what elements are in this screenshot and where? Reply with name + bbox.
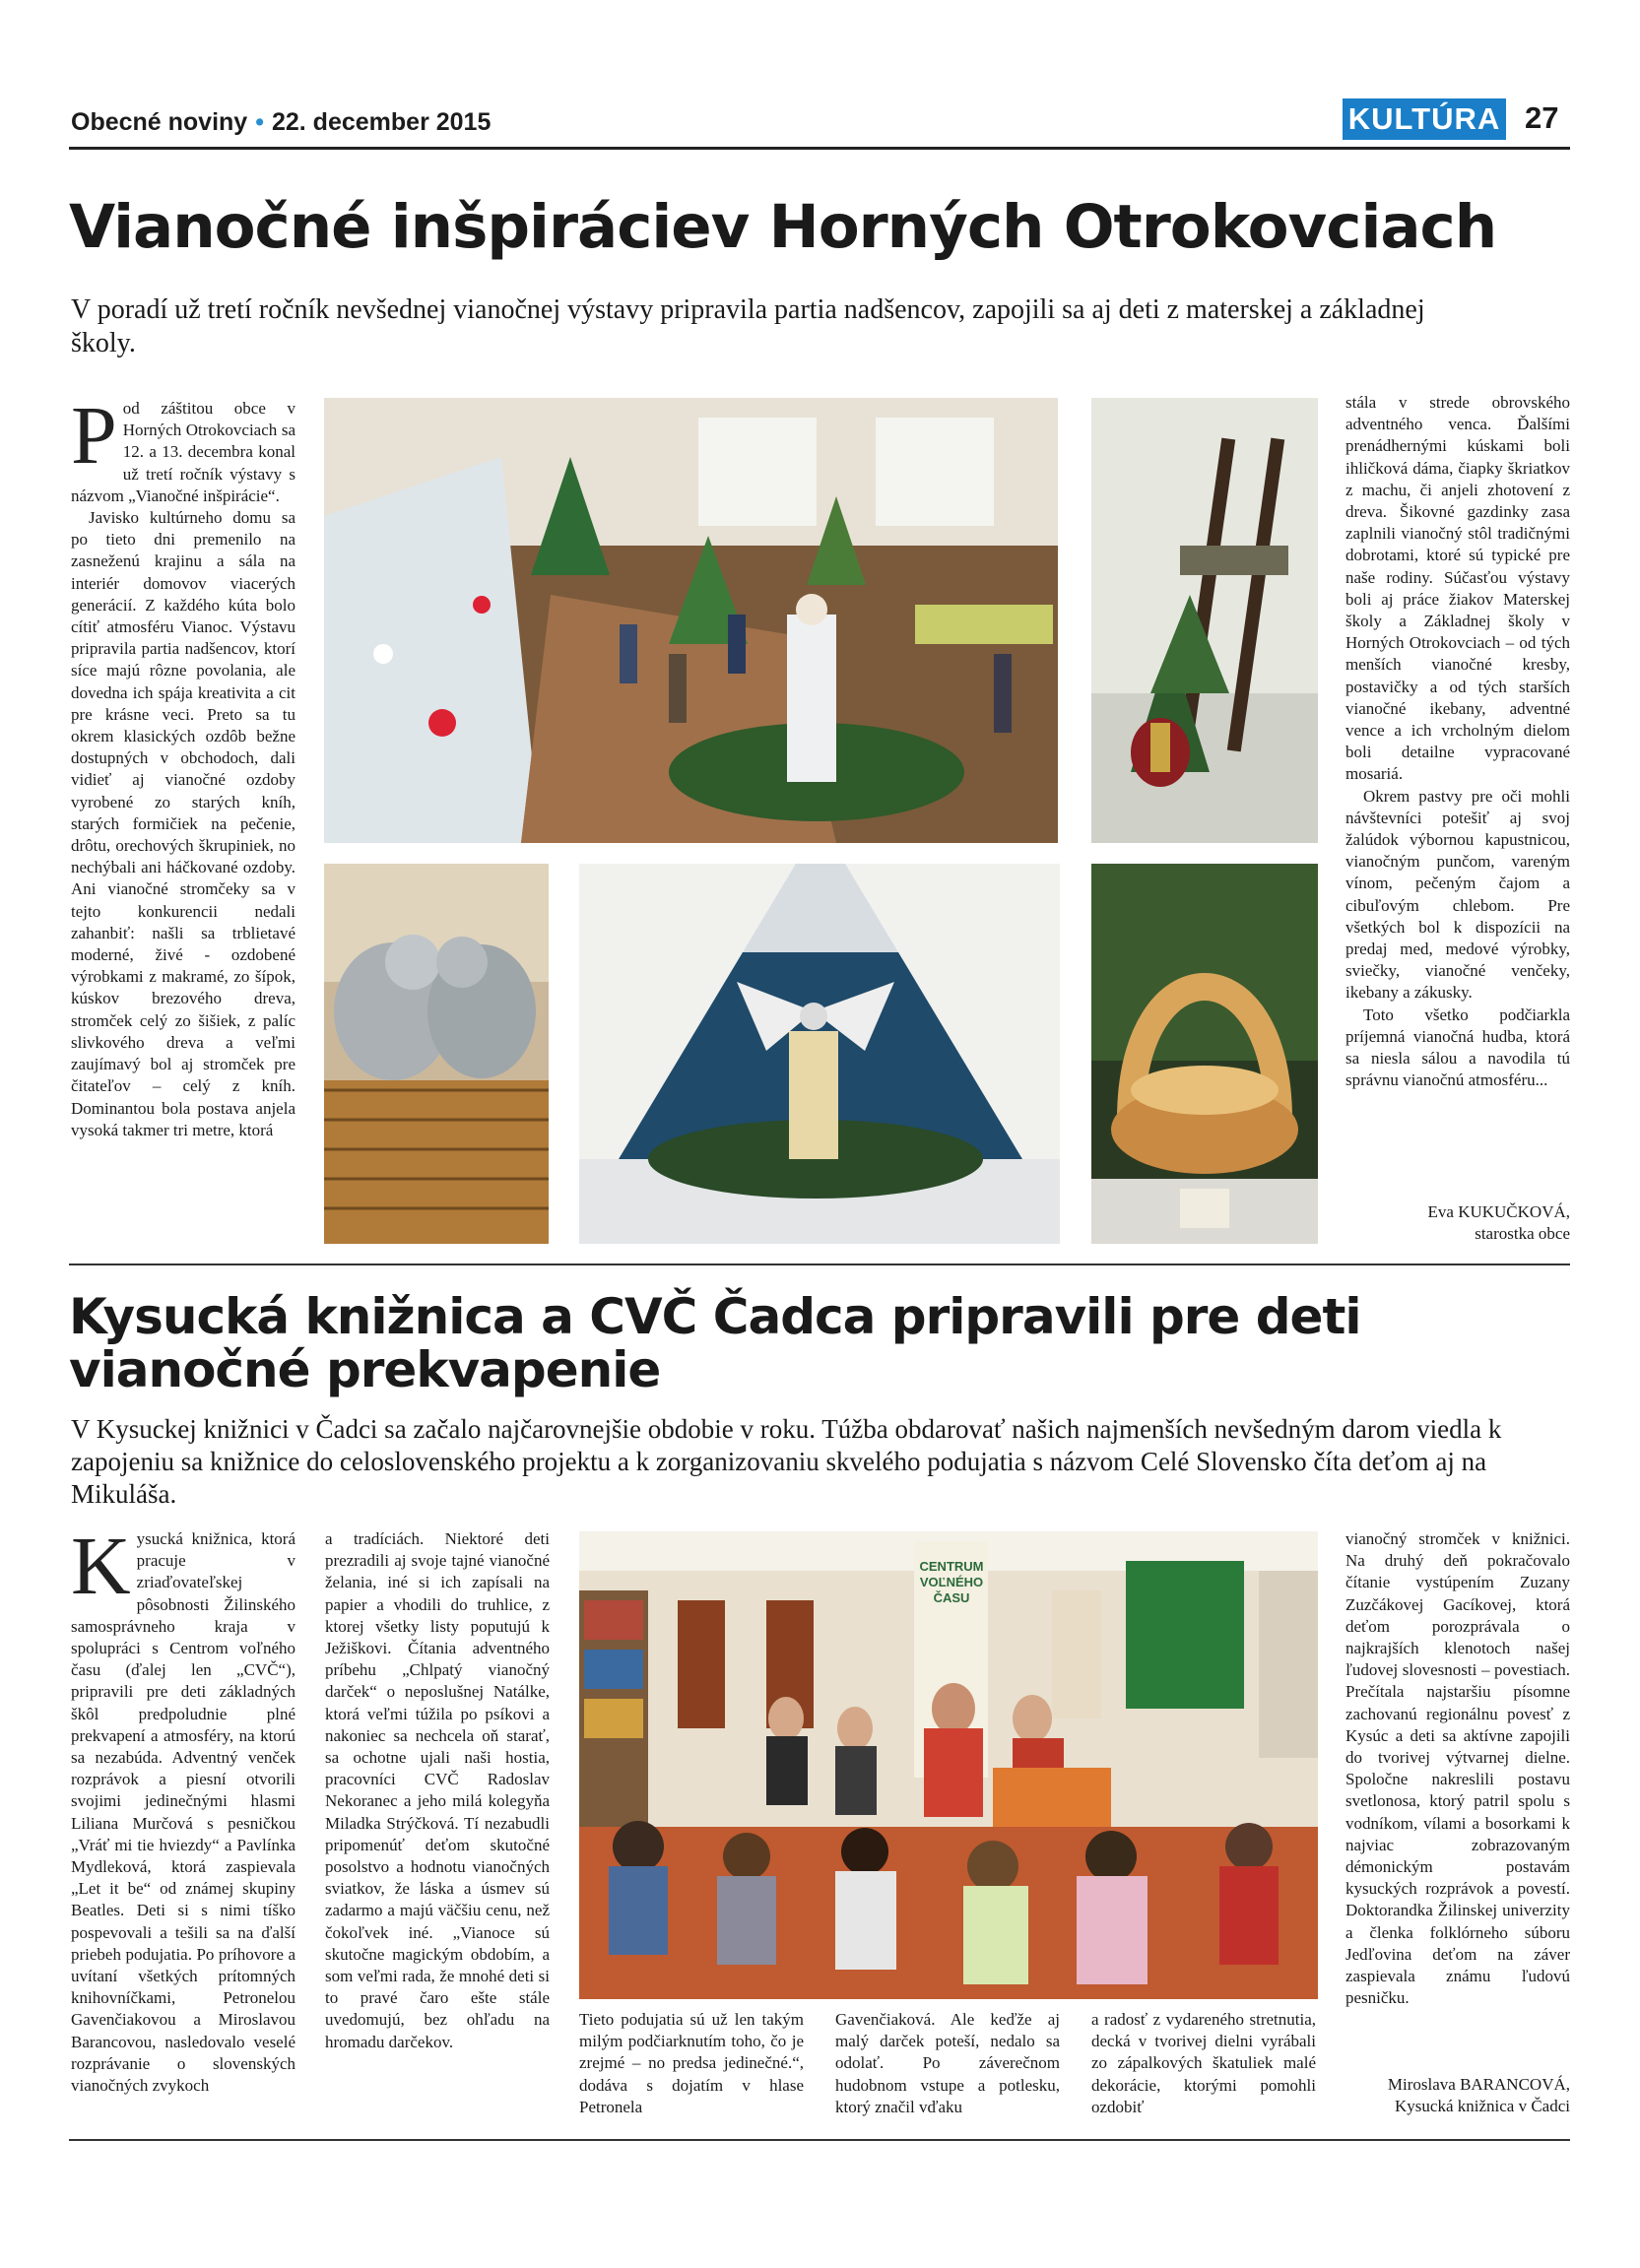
masthead bbox=[71, 108, 491, 137]
article1-lead: V poradí už tretí ročník nevšednej vianočnej výstavy pripravila partia nadšencov, zapojili sa aj deti z materskej a základnej školy. bbox=[71, 294, 1425, 358]
article2-column-right bbox=[1345, 1528, 1570, 2009]
article2-caption-column-3 bbox=[1091, 2009, 1316, 2118]
author-role: starostka obce bbox=[1475, 1224, 1570, 1243]
candle-bow-photo bbox=[579, 864, 1060, 1244]
exhibition-hall-photo bbox=[324, 398, 1058, 843]
article1-paragraph: od záštitou obce v Horných Otrokovciach sa 12. a 13. decembra konal už tretí ročník výstavy s názvom „Vianočné inšpirácie“. bbox=[71, 399, 295, 505]
dropcap: K bbox=[71, 1528, 131, 1612]
sign-line: VOĽNÉHO bbox=[919, 1575, 984, 1589]
article2-title bbox=[69, 1290, 1576, 1396]
article2-paragraph: vianočný stromček v knižnici. Na druhý deň pokračovalo čítanie vystúpením Zuzany Zuzčákovej Gacíkovej, ktorá deťom porozprávala o najkrajších klenotoch našej ľudovej slovesnosti – povestiach. Prečítala najstaršiu písomne zachovanú regionálnu povesť z Kysúc a deti sa aktívne zapojili do tvorivej výtvarnej dielne. Spoločne nakreslili postavu svetlonosa, ktorý patril spolu s vodníkom, vílami a bosorkami k najviac zobrazovaným démonickým postavám kysuckých rozprávok a povestí. Doktorandka Žilinskej univerzity a členka folklórneho súboru Jedľovina deťom na záver zaspievala známu ľudovú pesničku. bbox=[1345, 1529, 1570, 2008]
library-reading-photo bbox=[579, 1531, 1318, 1999]
birds-ornament-photo bbox=[324, 864, 549, 1244]
article2-title-line: vianočné prekvapenie bbox=[69, 1341, 661, 1398]
article2-paragraph: Tieto podujatia sú už len takým milým podčiarknutím toho, čo je zrejmé – no predsa jedinečné.“, dodáva s dojatím v hlase Petronela bbox=[579, 2010, 804, 2116]
article2-paragraph: Gavenčiaková. Ale keďže aj malý darček poteší, nedalo sa odolať. Po záverečnom hudobnom vstupe a potlesku, ktorý značil vďaku bbox=[835, 2010, 1060, 2116]
header-rule bbox=[69, 147, 1570, 150]
footer-rule bbox=[69, 2139, 1570, 2141]
issue-date: 22. december 2015 bbox=[271, 108, 492, 136]
article1-signature bbox=[1345, 1201, 1570, 1245]
article2-column-1 bbox=[71, 1528, 295, 2119]
page-number: 27 bbox=[1525, 100, 1559, 135]
article2-column-2 bbox=[325, 1528, 550, 2119]
publication-name: Obecné noviny bbox=[71, 108, 248, 136]
cvc-sign bbox=[916, 1559, 987, 1606]
article1-column-right bbox=[1345, 392, 1570, 1092]
bread-basket-photo bbox=[1091, 864, 1318, 1244]
section-badge: KULTÚRA bbox=[1343, 98, 1506, 140]
article2-signature bbox=[1345, 2074, 1570, 2117]
article2-title-line: Kysucká knižnica a CVČ Čadca pripravili pre deti bbox=[69, 1288, 1361, 1345]
separator-dot: • bbox=[255, 108, 264, 136]
article2-paragraph: a radosť z vydareného stretnutia, decká v tvorivej dielni vyrábali zo zápalkových škatuliek malé dekorácie, ktorými pomohli ozdobiť bbox=[1091, 2010, 1316, 2116]
article1-title: Vianočné inšpiráciev Horných Otrokovciach bbox=[69, 192, 1497, 262]
article2-lead: V Kysuckej knižnici v Čadci sa začalo najčarovnejšie obdobie v roku. Túžba obdarovať našich najmenších nevšedným darom viedla k zapojeniu sa knižnice do celoslovenského projektu a k zorganizovaniu skvelého podujatia s názvom Celé Slovensko číta deťom aj na Mikuláša. bbox=[71, 1414, 1502, 1509]
article2-paragraph: a tradíciách. Niektoré deti prezradili aj svoje tajné vianočné želania, iné si ich zapísali na papier a vhodili do truhlice, z ktorej všetky listy poputujú k Ježiškovi. Čítania adventného príbehu „Chlpatý vianočný darček“ o neposlušnej Natálke, ktorá veľmi túžila po psíkovi a nakoniec sa nechcela oň starať, sa ochotne ujali naši hostia, pracovníci CVČ Radoslav Nekoranec a jeho milá kolegyňa Miladka Strýčková. Tí nezabudli pripomenúť deťom skutočné posolstvo a hodnotu vianočných sviatkov, že láska a úsmev sú zadarmo a majú väčšiu cenu, než čokoľvek iné. „Vianoce sú skutočne magickým obdobím, a som veľmi rada, že mnohé deti si to pravé čaro ešte stále uvedomujú, bez ohľadu na hromadu darčekov. bbox=[325, 1529, 550, 2051]
article1-paragraph: stála v strede obrovského adventného venca. Ďalšími prenádhernými kúskami boli ihličková dáma, čiapky škriatkov z machu, či anjeli zhotovení z dreva. Šikovné gazdinky zasa zaplnili vianočný stôl tradičnými dobrotami, ktoré sú typické pre naše rodiny. Súčasťou výstavy boli aj práce žiakov Materskej školy a Základnej školy v Horných Otrokovciach – od tých menších vianočné kresby, postavičky a od tých starších vianočné ikebany, adventné vence a ich vrcholným dielom boli detailne vypracované mosariá. bbox=[1345, 393, 1570, 784]
article-divider bbox=[69, 1264, 1570, 1265]
article1-paragraph: Toto všetko podčiarkla príjemná vianočná hudba, ktorá sa niesla sálou a navodila tú správnu vianočnú atmosféru... bbox=[1345, 1004, 1570, 1090]
article1-paragraph: Javisko kultúrneho domu sa po tieto dni premenilo na zasneženú krajinu a sála na interiér domovov viacerých generácií. Z každého kúta bolo cítiť atmosféru Vianoc. Výstavu pripravila partia nadšencov, ktorí síce majú rôzne povolania, ale dovedna ich spája kreativita a cit pre krásne veci. Preto sa tu okrem klasických ozdôb bežne dostupných v obchodoch, dali vidieť aj vianočné ozdoby vyrobené zo starých kníh, starých formičiek na pečenie, drôtu, orechových škrupiniek, no nechýbali ani háčkované ozdoby. Ani vianočné stromčeky sa v tejto konkurencii nedali zahanbiť: našli sa trblietavé moderné, živé - ozdobené výrobkami z makramé, zo šípok, kúskov brezového dreva, stromček celý zo šišiek, z palíc slivkového dreva a veľmi zaujímavý bol aj stromček pre čitateľov – celý z kníh. Dominantou bola postava anjela vysoká takmer tri metre, ktorá bbox=[71, 508, 295, 1139]
sign-line: ČASU bbox=[933, 1590, 970, 1605]
article1-paragraph: Okrem pastvy pre oči mohli návštevníci potešiť aj svoj žalúdok výbornou kapustnicou, vianočným punčom, vareným vínom, pečeným čajom a cibuľovým chlebom. Pre všetkých bol k dispozícii na predaj med, medové výrobky, sviečky, vianočné venčeky, ikebany a zákusky. bbox=[1345, 786, 1570, 1003]
article2-caption-column-2 bbox=[835, 2009, 1060, 2118]
sled-decoration-photo bbox=[1091, 398, 1318, 843]
author-role: Kysucká knižnica v Čadci bbox=[1395, 2097, 1570, 2115]
article1-column-left bbox=[71, 398, 295, 1245]
sign-line: CENTRUM bbox=[919, 1559, 984, 1574]
author-name: Miroslava BARANCOVÁ, bbox=[1387, 2075, 1570, 2094]
author-name: Eva KUKUČKOVÁ, bbox=[1427, 1202, 1570, 1221]
dropcap: P bbox=[71, 398, 117, 482]
article2-paragraph: ysucká knižnica, ktorá pracuje v zriaďovateľskej pôsobnosti Žilinského samosprávneho kraja v spolupráci s Centrom voľného času (ďalej len „CVČ“), pripravili pre deti základných škôl predpoludnie plné prekvapení a atmosféry, na ktorú sa nezabúda. Adventný venček rozprávok a piesní otvorili svojimi jedinečnými hlasmi Liliana Murčová s pesničkou „Vráť mi tie hviezdy“ a Pavlínka Mydleková, ktorá zaspievala „Let it be“ od známej skupiny Beatles. Deti si s nimi tíško pospevovali a tešili sa na ďalší priebeh podujatia. Po príhovore a uvítaní všetkých prítomných knihovníčkami, Petronelou Gavenčiakovou a Miroslavou Barancovou, nasledovalo veselé rozprávanie o slovenských vianočných zvykoch bbox=[71, 1529, 295, 2096]
article2-caption-column-1 bbox=[579, 2009, 804, 2118]
